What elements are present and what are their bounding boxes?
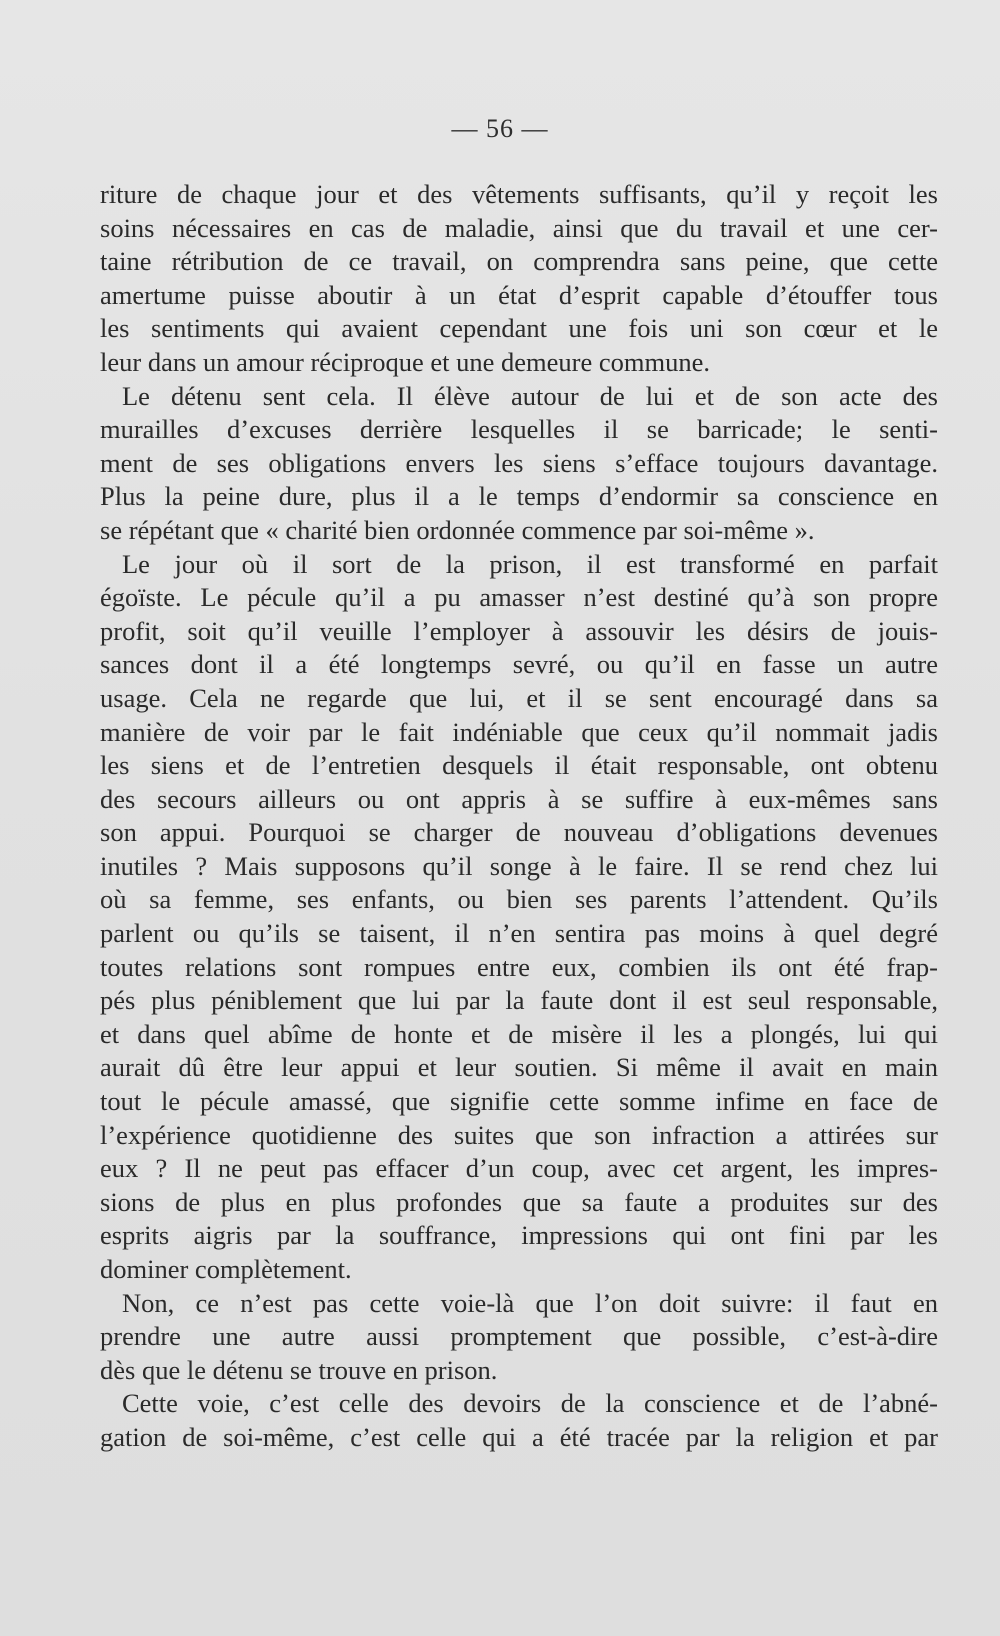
text-line: leur dans un amour réciproque et une demeure commune.: [100, 346, 711, 377]
text-line: Le jour où il sort de la prison, il est transformé en parfait: [122, 548, 938, 579]
text-line: amertume puisse aboutir à un état d’esprit capable d’étouffer tous: [100, 279, 938, 310]
text-line: riture de chaque jour et des vêtements suffisants, qu’il y reçoit les: [100, 179, 938, 209]
text-line: parlent ou qu’ils se taisent, il n’en sentira pas moins à quel degré: [100, 918, 938, 949]
text-line: dominer complètement.: [100, 1254, 352, 1284]
text-line: toutes relations sont rompues entre eux, combien ils ont été frap-: [100, 951, 938, 982]
text-line: les sentiments qui avaient cependant une fois uni son cœur et le: [100, 313, 938, 344]
body-text: [100, 178, 938, 1455]
text-line: ment de ses obligations envers les siens s’efface toujours davantage.: [100, 447, 938, 478]
text-line: l’expérience quotidienne des suites que son infraction a attirées sur: [100, 1119, 938, 1150]
text-line: sances dont il a été longtemps sevré, ou qu’il en fasse un autre: [100, 649, 938, 680]
text-line: pés plus péniblement que lui par la faute dont il est seul responsable,: [100, 985, 938, 1016]
text-line: murailles d’excuses derrière lesquelles il se barricade; le senti-: [100, 414, 938, 445]
text-line: sions de plus en plus profondes que sa faute a produites sur des: [100, 1186, 938, 1217]
text-line: profit, soit qu’il veuille l’employer à assouvir les désirs de jouis-: [100, 615, 938, 646]
text-line: taine rétribution de ce travail, on comprendra sans peine, que cette: [100, 246, 938, 277]
text-line: eux ? Il ne peut pas effacer d’un coup, avec cet argent, les impres-: [100, 1153, 938, 1184]
text-line: dès que le détenu se trouve en prison.: [100, 1354, 498, 1385]
text-line: gation de soi-même, c’est celle qui a été tracée par la religion et par: [100, 1421, 938, 1452]
text-line: inutiles ? Mais supposons qu’il songe à le faire. Il se rend chez lui: [100, 850, 938, 881]
text-line: manière de voir par le fait indéniable que ceux qu’il nommait jadis: [100, 716, 938, 747]
text-line: soins nécessaires en cas de maladie, ainsi que du travail et une cer-: [100, 212, 938, 243]
text-line: les siens et de l’entretien desquels il était responsable, ont obtenu: [100, 750, 938, 781]
text-line: Cette voie, c’est celle des devoirs de la conscience et de l’abné-: [122, 1388, 938, 1419]
text-line: Plus la peine dure, plus il a le temps d’endormir sa conscience en: [100, 481, 938, 512]
text-line: aurait dû être leur appui et leur soutien. Si même il avait en main: [100, 1052, 938, 1083]
text-line: usage. Cela ne regarde que lui, et il se sent encouragé dans sa: [100, 682, 938, 713]
text-line: Le détenu sent cela. Il élève autour de lui et de son acte des: [122, 380, 938, 411]
text-line: où sa femme, ses enfants, ou bien ses parents l’attendent. Qu’ils: [100, 884, 938, 915]
page-number: — 56 —: [451, 114, 549, 143]
text-line: esprits aigris par la souffrance, impressions qui ont fini par les: [100, 1220, 938, 1251]
text-line: tout le pécule amassé, que signifie cette somme infime en face de: [100, 1086, 938, 1117]
text-line: se répétant que « charité bien ordonnée commence par soi-même ».: [100, 514, 815, 545]
text-line: son appui. Pourquoi se charger de nouveau d’obligations devenues: [100, 817, 938, 848]
text-line: égoïste. Le pécule qu’il a pu amasser n’est destiné qu’à son propre: [100, 582, 938, 613]
text-line: prendre une autre aussi promptement que possible, c’est-à-dire: [100, 1321, 938, 1352]
text-line: des secours ailleurs ou ont appris à se suffire à eux-mêmes sans: [100, 783, 938, 814]
text-line: Non, ce n’est pas cette voie-là que l’on doit suivre: il faut en: [122, 1287, 938, 1318]
text-line: et dans quel abîme de honte et de misère il les a plongés, lui qui: [100, 1018, 938, 1049]
